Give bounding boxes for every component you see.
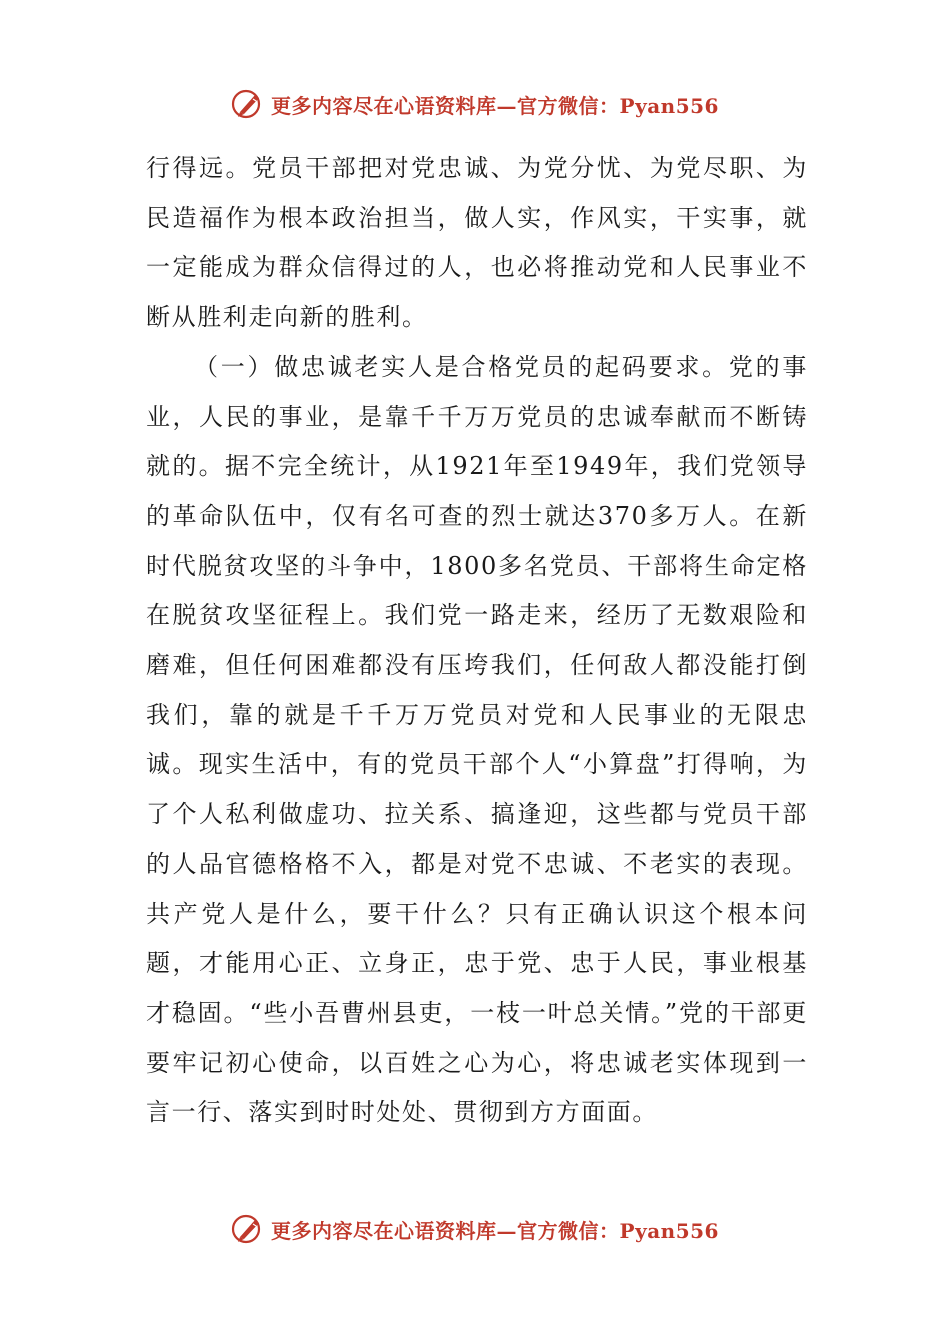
header-banner xyxy=(0,84,950,124)
paragraph-section-one: （一）做忠诚老实人是合格党员的起码要求。党的事业，人民的事业，是靠千千万万党员的忠诚奉献而不断铸就的。据不完全统计，从1921年至1949年，我们党领导的革命队伍中，仅有名可查的烈士就达370多万人。在新时代脱贫攻坚的斗争中，1800多名党员、干部将生命定格在脱贫攻坚征程上。我们党一路走来，经历了无数艰险和磨难，但任何困难都没有压垮我们，任何敌人都没能打倒我们，靠的就是千千万万党员对党和人民事业的无限忠诚。现实生活中，有的党员干部个人“小算盘”打得响，为了个人私利做虚功、拉关系、搞逢迎，这些都与党员干部的人品官德格格不入，都是对党不忠诚、不老实的表现。共产党人是什么，要干什么？只有正确认识这个根本问题，才能用心正、立身正，忠于党、忠于人民，事业根基才稳固。“些小吾曹州县吏，一枝一叶总关情。”党的干部更要牢记初心使命，以百姓之心为心，将忠诚老实体现到一言一行、落实到时时处处、贯彻到方方面面。 xyxy=(146,352,808,1127)
document-body xyxy=(146,144,808,1138)
footer-banner-text: 更多内容尽在心语资料库—官方微信：Pyan556 xyxy=(271,1218,719,1243)
footer-banner xyxy=(0,1209,950,1249)
paragraph-continuation: 行得远。党员干部把对党忠诚、为党分忧、为党尽职、为民造福作为根本政治担当，做人实，作风实，干实事，就一定能成为群众信得过的人，也必将推动党和人民事业不断从胜利走向新的胜利。 xyxy=(146,154,808,332)
pen-logo-icon xyxy=(231,87,265,121)
header-banner-text: 更多内容尽在心语资料库—官方微信：Pyan556 xyxy=(271,93,719,118)
pen-logo-icon xyxy=(231,1212,265,1246)
